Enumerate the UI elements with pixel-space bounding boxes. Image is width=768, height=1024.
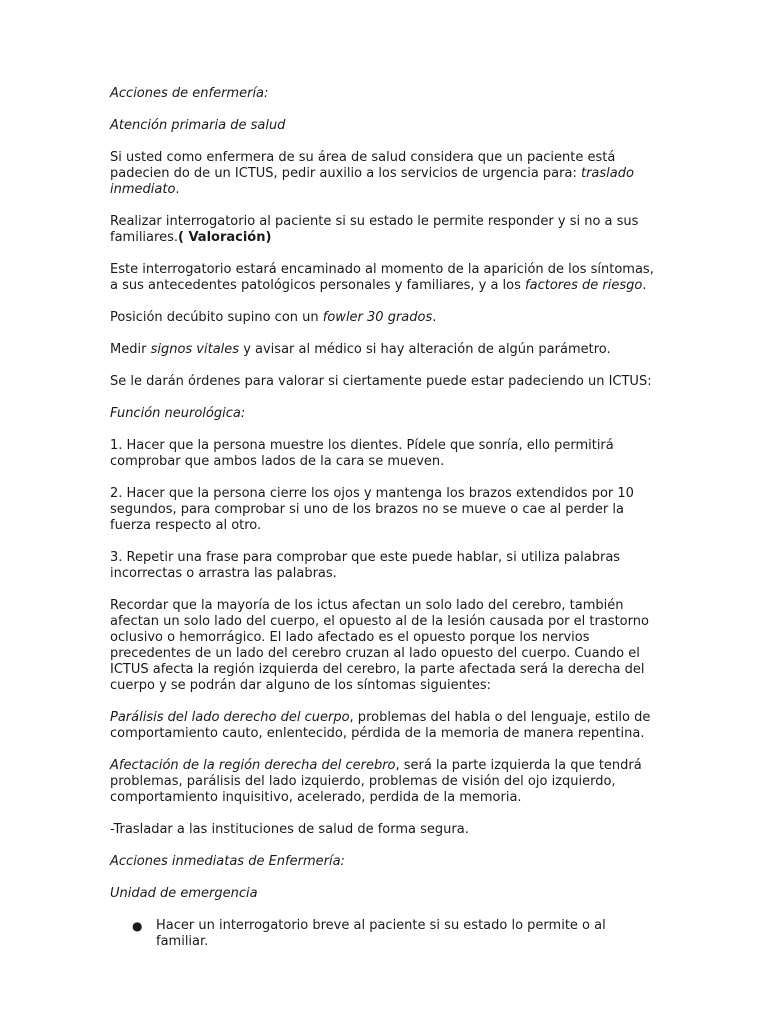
list-item [110, 918, 660, 950]
paragraph-auxilio-text: Si usted como enfermera de su área de salud considera que un paciente está padecien do de un ICTUS, pedir auxilio a los servicios de urgencia para: [110, 150, 616, 181]
paragraph-signos-end: y avisar al médico si hay alteración de algún parámetro. [239, 342, 611, 357]
list-item-frase: 3. Repetir una frase para comprobar que este puede hablar, si utiliza palabras incorrectas o arrastra las palabras. [110, 550, 621, 581]
heading-acciones-enfermeria: Acciones de enfermería: [110, 86, 269, 101]
traslado-inmediato-emphasis: traslado inmediato [110, 166, 634, 197]
fowler-emphasis: fowler 30 grados [322, 310, 433, 325]
valoracion-label: ( Valoración) [177, 230, 272, 245]
list-item-ojos-brazos: 2. Hacer que la persona cierre los ojos y mantenga los brazos extendidos por 10 segundos, para comprobar si uno de los brazos no se mueve o cae al perder la fuerza respecto al otro. [110, 486, 634, 533]
paragraph-auxilio-end: . [175, 182, 180, 197]
paragraph-signos [110, 342, 660, 358]
bullet-text: Hacer un interrogatorio breve al paciente si su estado lo permite o al familiar. [156, 918, 606, 949]
paragraph-interrogatorio-text: Realizar interrogatorio al paciente si su estado le permite responder y si no a sus familiares. [110, 214, 639, 245]
factores-riesgo-emphasis: factores de riesgo [525, 278, 643, 293]
paragraph-trasladar: -Trasladar a las instituciones de salud de forma segura. [110, 822, 469, 837]
paragraph-afectacion-text: , será la parte izquierda la que tendrá problemas, parálisis del lado izquierdo, problemas de visión del ojo izquierdo, comportamiento inquisitivo, acelerado, perdida de la memoria. [110, 758, 642, 805]
document-page [110, 86, 660, 950]
bullet-list [110, 918, 660, 950]
heading-unidad-emergencia: Unidad de emergencia [110, 886, 258, 901]
paragraph-paralisis [110, 710, 660, 742]
paragraph-encaminado-text: Este interrogatorio estará encaminado al momento de la aparición de los síntomas, a sus antecedentes patológicos personales y familiares, y a los [110, 262, 654, 293]
afectacion-emphasis: Afectación de la región derecha del cerebro [110, 758, 396, 773]
paragraph-auxilio [110, 150, 660, 198]
paragraph-recordar: Recordar que la mayoría de los ictus afectan un solo lado del cerebro, también afectan un solo lado del cuerpo, el opuesto al de la lesión causada por el trastorno oclusivo o hemorrágico. El lado afectado es el opuesto porque los nervios precedentes de un lado del cerebro cruzan al lado opuesto del cuerpo. Cuando el ICTUS afecta la región izquierda del cerebro, la parte afectada será la derecha del cuerpo y se podrán dar alguno de los síntomas siguientes: [110, 598, 649, 693]
paralisis-emphasis: Parálisis del lado derecho del cuerpo [110, 710, 350, 725]
paragraph-signos-text: Medir [110, 342, 151, 357]
bullet-icon: ● [132, 919, 143, 933]
paragraph-interrogatorio [110, 214, 660, 246]
heading-funcion-neurologica: Función neurológica: [110, 406, 246, 421]
paragraph-afectacion [110, 758, 660, 806]
paragraph-paralisis-text: , problemas del habla o del lenguaje, estilo de comportamiento cauto, enlentecido, pérdida de la memoria de manera repentina. [110, 710, 651, 741]
heading-acciones-inmediatas: Acciones inmediatas de Enfermería: [110, 854, 345, 869]
heading-atencion-primaria: Atención primaria de salud [110, 118, 286, 133]
paragraph-posicion [110, 310, 660, 326]
signos-vitales-emphasis: signos vitales [150, 342, 240, 357]
paragraph-posicion-text: Posición decúbito supino con un [110, 310, 323, 325]
paragraph-ordenes: Se le darán órdenes para valorar si ciertamente puede estar padeciendo un ICTUS: [110, 374, 652, 389]
paragraph-encaminado-end: . [642, 278, 647, 293]
paragraph-posicion-end: . [432, 310, 437, 325]
paragraph-encaminado [110, 262, 660, 294]
list-item-dientes: 1. Hacer que la persona muestre los dientes. Pídele que sonría, ello permitirá comprobar que ambos lados de la cara se mueven. [110, 438, 614, 469]
